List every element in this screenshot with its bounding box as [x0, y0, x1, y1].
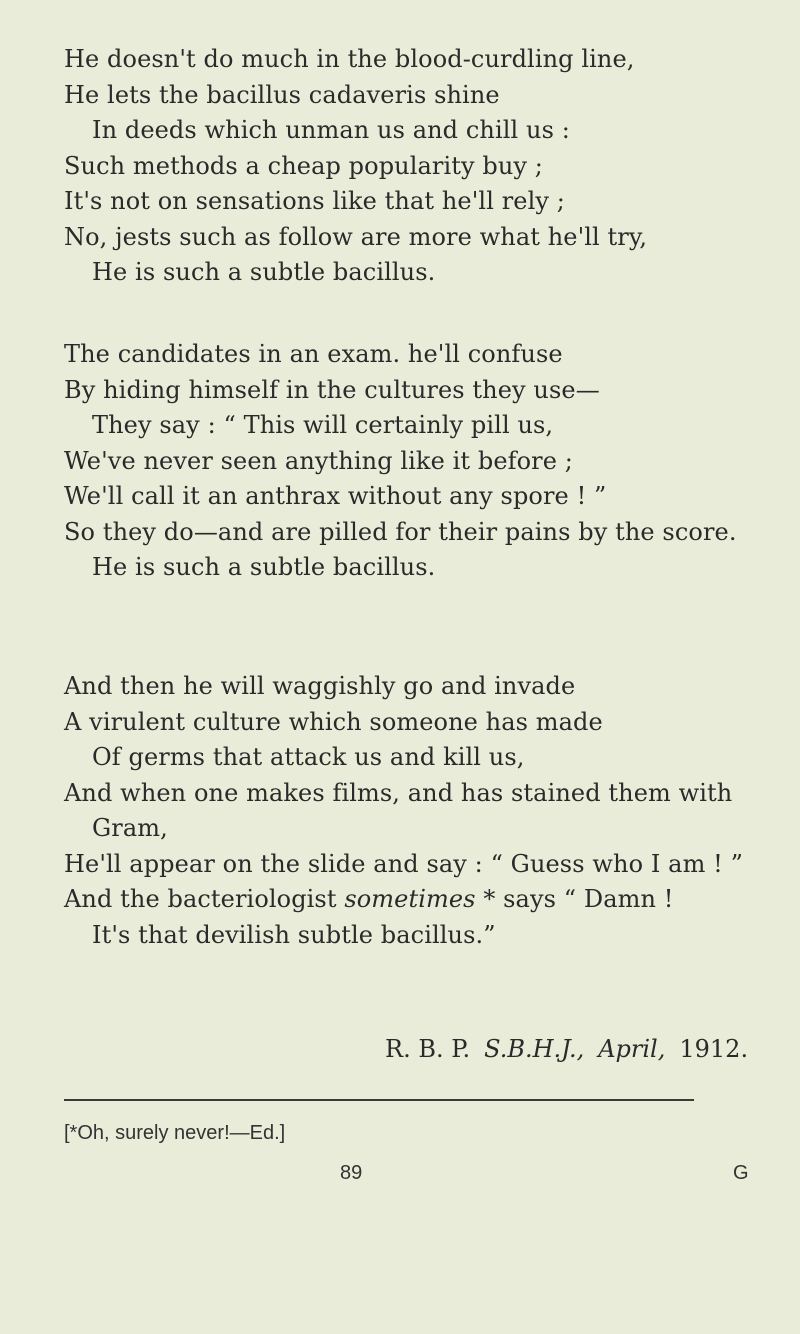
signature-month: April, — [598, 1035, 666, 1063]
poem-line: Of germs that attack us and kill us, — [92, 743, 525, 771]
poem-line: It's that devilish subtle bacillus.” — [92, 920, 496, 949]
stanza-3-final — [64, 669, 764, 953]
signature-line — [385, 1032, 748, 1067]
poem-line: We've never seen anything like it before ; — [64, 446, 573, 475]
stanza-1 — [64, 42, 764, 291]
footnote: [*Oh, surely never!—Ed.] — [64, 1122, 286, 1144]
poem-line: He'll appear on the slide and say : “ Guess who I am ! ” — [64, 849, 743, 878]
poem-line: He is such a subtle bacillus. — [92, 553, 436, 581]
poem-line: We'll call it an anthrax without any spore ! ” — [64, 482, 607, 510]
poem-line: He doesn't do much in the blood-curdling line, — [64, 45, 635, 73]
footnote-rule — [64, 1099, 694, 1101]
poem-line: A virulent culture which someone has made — [64, 707, 603, 736]
stanza-2 — [64, 337, 764, 586]
poem-line: So they do—and are pilled for their pains by the score. — [64, 517, 737, 546]
poem-line-part: * says “ Damn ! — [483, 885, 674, 913]
poem-line: In deeds which unman us and chill us : — [92, 116, 570, 144]
signature-year: 1912. — [679, 1035, 749, 1063]
poem-line: It's not on sensations like that he'll rely ; — [64, 187, 565, 215]
signature-mark: G — [733, 1162, 749, 1184]
signature-author: R. B. P. — [385, 1035, 471, 1063]
poem-line: They say : “ This will certainly pill us, — [92, 411, 554, 439]
emphasis-sometimes: sometimes — [344, 885, 476, 913]
poem-line: No, jests such as follow are more what he'll try, — [64, 222, 648, 251]
poem-line: He is such a subtle bacillus. — [92, 258, 436, 286]
poem-line: By hiding himself in the cultures they use— — [64, 375, 600, 404]
poem-line: And then he will waggishly go and invade — [64, 672, 576, 700]
poem-line: Such methods a cheap popularity buy ; — [64, 151, 543, 180]
poem-line: The candidates in an exam. he'll confuse — [64, 340, 563, 368]
page-number: 89 — [340, 1162, 363, 1184]
signature-journal: S.B.H.J., — [484, 1035, 585, 1063]
poem-line — [64, 882, 764, 918]
poem-line: He lets the bacillus cadaveris shine — [64, 80, 500, 109]
poem-line-part: And the bacteriologist — [64, 885, 337, 913]
poem-line: And when one makes films, and has stained them with Gram, — [64, 778, 733, 842]
